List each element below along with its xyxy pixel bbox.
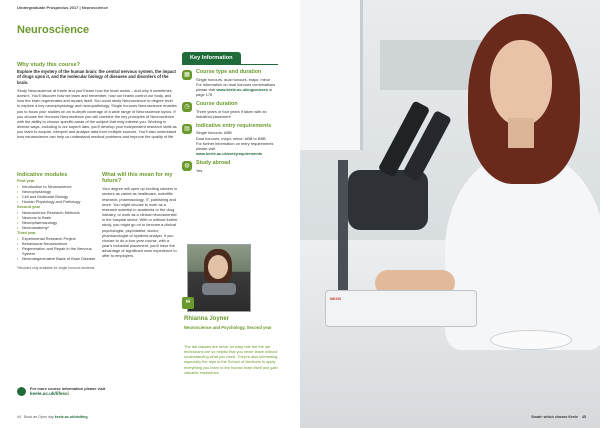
testimonial-quote: The lab classes are never an easy ride but the lab technicians are so helpful that you never leave without understanding what you need. They're also interesting, especially the trips to the School of Medicine to apply everything you learn to the human brain itself and gain valuable experience.	[184, 344, 279, 375]
module-item: • Behavioural Neuroscience	[17, 241, 97, 246]
microscope-base	[325, 290, 477, 327]
course-combinations-link[interactable]: www.keele.ac.uk/ugcourses	[216, 86, 268, 92]
modules-section	[17, 172, 97, 270]
module-item: • Neuroscience Research Methods	[17, 210, 97, 215]
career-section	[102, 172, 178, 258]
microscope-brand-label: NIKON	[330, 297, 341, 301]
module-item: • Experimental Research Project	[17, 236, 97, 241]
key-info-text: Dual honours, major, minor: ABB to BBB	[196, 135, 266, 141]
year-heading-second: Second year	[17, 204, 41, 210]
key-info-text: Three years or four years if taken with an industrial placement	[196, 108, 267, 119]
module-item: • Introduction to Neuroscience	[17, 184, 97, 189]
career-heading: What will this mean for my future?	[102, 172, 173, 185]
key-info-text-2: For information on dual honours combinations please visit	[196, 81, 276, 92]
key-information-tab: Key Information	[182, 52, 241, 64]
year-heading-first: First year	[17, 178, 35, 184]
module-item: • Human Physiology and Pathology	[17, 199, 97, 204]
module-item: • Neuroanatomy*	[17, 225, 97, 230]
key-info-course-type	[182, 70, 278, 97]
footer-left	[17, 415, 88, 419]
key-info-title: Indicative entry requirements	[196, 122, 272, 129]
entry-requirements-link[interactable]: www.keele.ac.uk/entryrequirements	[196, 150, 263, 156]
key-info-title: Course duration	[196, 100, 238, 107]
key-info-title: Study abroad	[196, 159, 231, 166]
module-item: • Neurons to Brain	[17, 215, 97, 220]
modules-footnote: *Modules only available for single honours students	[17, 266, 95, 271]
intro-section	[17, 62, 177, 139]
year-heading-third: Third year	[17, 230, 36, 236]
footer-text: Book an Open day	[24, 415, 55, 419]
page-number-left: 44	[17, 415, 21, 419]
module-list-second	[17, 210, 97, 230]
chart-icon: ▤	[182, 124, 192, 134]
key-info-text: Yes	[196, 167, 203, 173]
module-list-first	[17, 184, 97, 204]
student-portrait-photo	[187, 244, 251, 312]
intro-heading: Why study this course?	[17, 62, 81, 68]
key-info-text: Single honours, dual honours, major, minor	[196, 76, 271, 82]
intro-lead: Explore the mystery of the human brain: the central nervous system, the impact of drugs upon it, and the molecular biology of diseases and disorders of the brain.	[17, 69, 176, 85]
key-info-entry	[182, 124, 278, 156]
clock-icon: ◷	[182, 102, 192, 112]
running-head: Undergraduate Prospectus 2017 | Neuroscience	[17, 5, 108, 10]
key-info-text	[196, 141, 278, 156]
right-page-photo	[300, 0, 600, 428]
key-info-study-abroad	[182, 161, 278, 173]
module-item: • Regeneration and Repair in the Nervous System	[17, 246, 97, 256]
portrait-face	[208, 255, 228, 279]
portrait-scarf	[202, 283, 236, 295]
intro-body: Study Neuroscience at Keele and you'll learn how the brain works – and why it sometimes doesn't. You'll discover how we learn and remember, how our brains control our body, and how the brain regenerates and repairs itself. You could study Neuroscience to degree level to explore a key neurophysiology and neuropathology. Single honours Neuroscience enables you to focus your studies on an in-depth coverage of a wide range of Neuroscience topics. If you choose the Honours Neuroscience you will combine the key principles of Neuroscience with the ability to choose specific areas of the subject that may interest you. Working in diverse ways, including in our superb labs, you'll develop your independent research skills as you learn to acquire, interpret and analyse data from multiple sources. You'll also understand how neuroscience can help us understand medical problems and improve the quality of life.	[17, 87, 177, 140]
modules-heading: Indicative modules	[17, 172, 68, 178]
key-info-duration	[182, 102, 278, 119]
more-info-callout	[17, 386, 105, 396]
microscope-pillar	[338, 160, 348, 290]
module-item: • Cell and Molecular Biology	[17, 194, 97, 199]
module-item: • Neurophysiology	[17, 189, 97, 194]
lab-window	[300, 0, 363, 150]
key-info-text: Single honours: ABB	[196, 130, 232, 136]
module-list-third	[17, 236, 97, 261]
page-number-right: 45	[582, 415, 586, 419]
student-neck	[508, 118, 534, 148]
cta-text	[30, 386, 105, 396]
info-icon	[17, 387, 26, 396]
globe-icon: ◍	[182, 161, 192, 171]
calendar-icon: ▦	[182, 70, 192, 80]
key-information-box	[182, 64, 278, 173]
key-info-text-3: For further information on entry requirements please visit	[196, 140, 274, 151]
cta-line: For more course information please visit	[30, 386, 106, 391]
quote-mark-icon: “	[182, 297, 194, 309]
student-face	[490, 40, 552, 126]
career-body: Your degree will open up exciting careers in sectors as varied as healthcare, scientific research, pharmacology, IT, publishing and more. You might choose to work as a research scientist in academia or the drug industry, or work as a clinical neuroscientist in the hospital sector. With or without further study, you might go on to become a clinical psychologist, psychiatrist, doctor, pharmacologist or systems analyst. If you choose to do a four year course, with a year's industrial placement, you'll have the advantage of significant work experience to offer to employers.	[102, 186, 178, 259]
visiting-link[interactable]: keele.ac.uk/visiting	[54, 415, 88, 419]
petri-dish	[490, 330, 572, 350]
key-info-suffix: or page 178	[196, 86, 273, 97]
key-info-title: Course type and duration	[196, 69, 262, 75]
lifesci-link[interactable]: keele.ac.uk/lifesci	[30, 391, 69, 396]
module-item: • Neurodegenerative Basis of Brain Disease	[17, 256, 97, 261]
module-item: • Neuropharmacology	[17, 220, 97, 225]
key-information-panel	[182, 46, 278, 178]
footer-right	[531, 415, 586, 419]
testimonial-name: Rhianna Joyner	[184, 316, 230, 322]
footer-right-text: Smart: which choose Keele	[531, 415, 578, 419]
page-title: Neuroscience	[17, 24, 90, 36]
key-info-text	[196, 82, 278, 97]
testimonial-role: Neuroscience and Psychology, Second year	[184, 325, 272, 330]
